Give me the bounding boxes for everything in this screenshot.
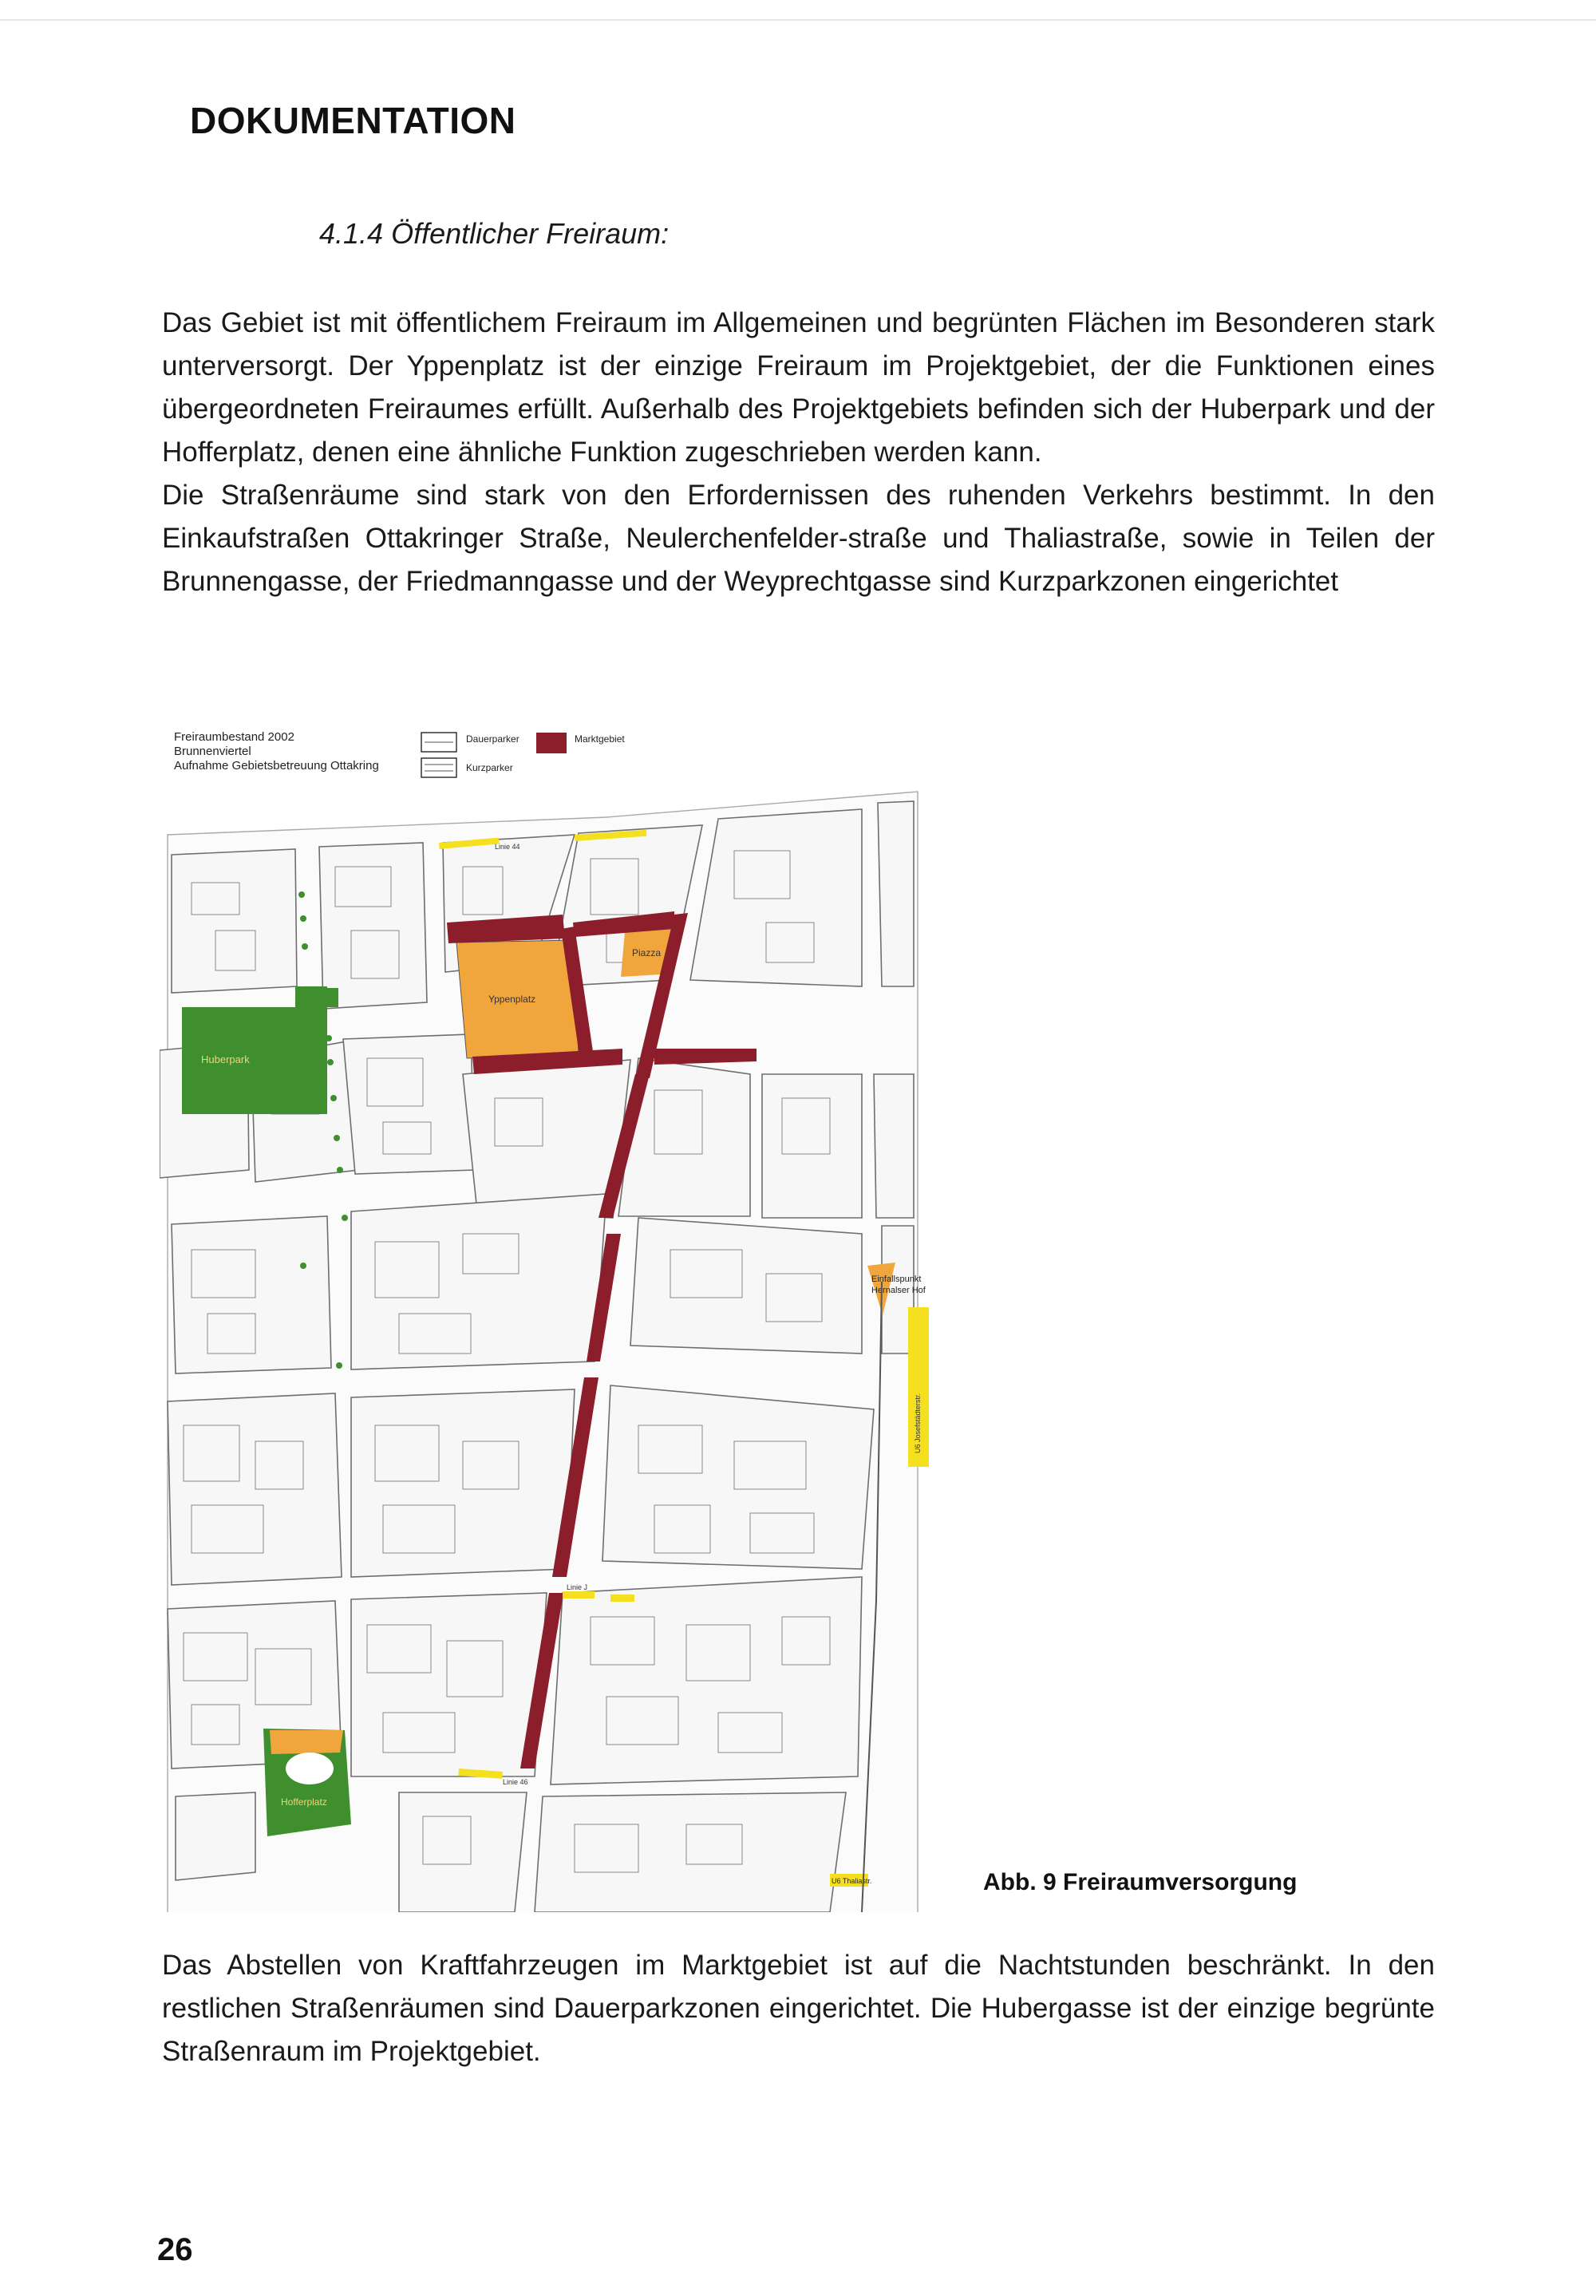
huberpark-label: Huberpark bbox=[201, 1053, 250, 1065]
linie44-label: Linie 44 bbox=[495, 843, 520, 851]
legend-marktgebiet-label: Marktgebiet bbox=[575, 733, 625, 745]
top-rule bbox=[0, 19, 1596, 21]
paragraph-abstellen: Das Abstellen von Kraftfahrzeugen im Marktgebiet ist auf die Nachtstunden beschränkt. In den restlichen Straßenräumen sind Dauerparkzonen eingerichtet. Die Hubergasse ist der einzige begrünte Straßenraum im Projektgebiet. bbox=[162, 1950, 1435, 2067]
hofferplatz-label: Hofferplatz bbox=[281, 1796, 327, 1808]
page-number: 26 bbox=[157, 2232, 193, 2267]
legend-kurzparker-swatch bbox=[421, 758, 456, 777]
piazza-label: Piazza bbox=[632, 947, 662, 958]
body-text-intro bbox=[162, 302, 1435, 603]
paragraph-freiraum: Das Gebiet ist mit öffentlichem Freiraum im Allgemeinen und begrünten Flächen im Besonderen stark unterversorgt. Der Yppenplatz ist der einzige Freiraum im Projektgebiet, der die Funktionen eines übergeordneten Freiraumes erfüllt. Außerhalb des Projektgebiets befinden sich der Huberpark und der Hofferplatz, denen eine ähnliche Funktion zugeschrieben werden kann. bbox=[162, 307, 1435, 468]
page-header: DOKUMENTATION bbox=[190, 100, 516, 141]
u6-josefstaedter-label: U6 Josefstädterstr. bbox=[914, 1393, 922, 1453]
map-title-line-1: Freiraumbestand 2002 bbox=[174, 730, 294, 744]
map-title-line-2: Brunnenviertel bbox=[174, 745, 251, 758]
linie-j-label: Linie J bbox=[567, 1583, 588, 1591]
figure-caption: Abb. 9 Freiraumversorgung bbox=[983, 1869, 1298, 1895]
section-heading: 4.1.4 Öffentlicher Freiraum: bbox=[319, 217, 670, 250]
map-figure bbox=[160, 723, 958, 1912]
paragraph-verkehr: Die Straßenräume sind stark von den Erfordernissen des ruhenden Verkehrs bestimmt. In den Einkaufstraßen Ottakringer Straße, Neulerchenfelder-straße und Thaliastraße, sowie in Teilen der Brunnengasse, der Friedmanngasse und der Weyprechtgasse sind Kurzparkzonen eingerichtet bbox=[162, 480, 1435, 597]
map-title-line-3: Aufnahme Gebietsbetreuung Ottakring bbox=[174, 759, 379, 773]
einfallspunkt-label-1: Einfallspunkt bbox=[871, 1274, 922, 1284]
freiraum-map bbox=[160, 723, 958, 1912]
u6-thalia-label: U6 Thaliastr. bbox=[832, 1877, 872, 1885]
legend-dauerparker-label: Dauerparker bbox=[466, 733, 519, 745]
linie46-label: Linie 46 bbox=[503, 1778, 528, 1786]
legend-kurzparker-label: Kurzparker bbox=[466, 762, 513, 773]
einfallspunkt-label-2: Hernalser Hof bbox=[871, 1286, 926, 1295]
legend-marktgebiet-swatch bbox=[536, 733, 567, 753]
yppenplatz-label: Yppenplatz bbox=[488, 994, 536, 1005]
